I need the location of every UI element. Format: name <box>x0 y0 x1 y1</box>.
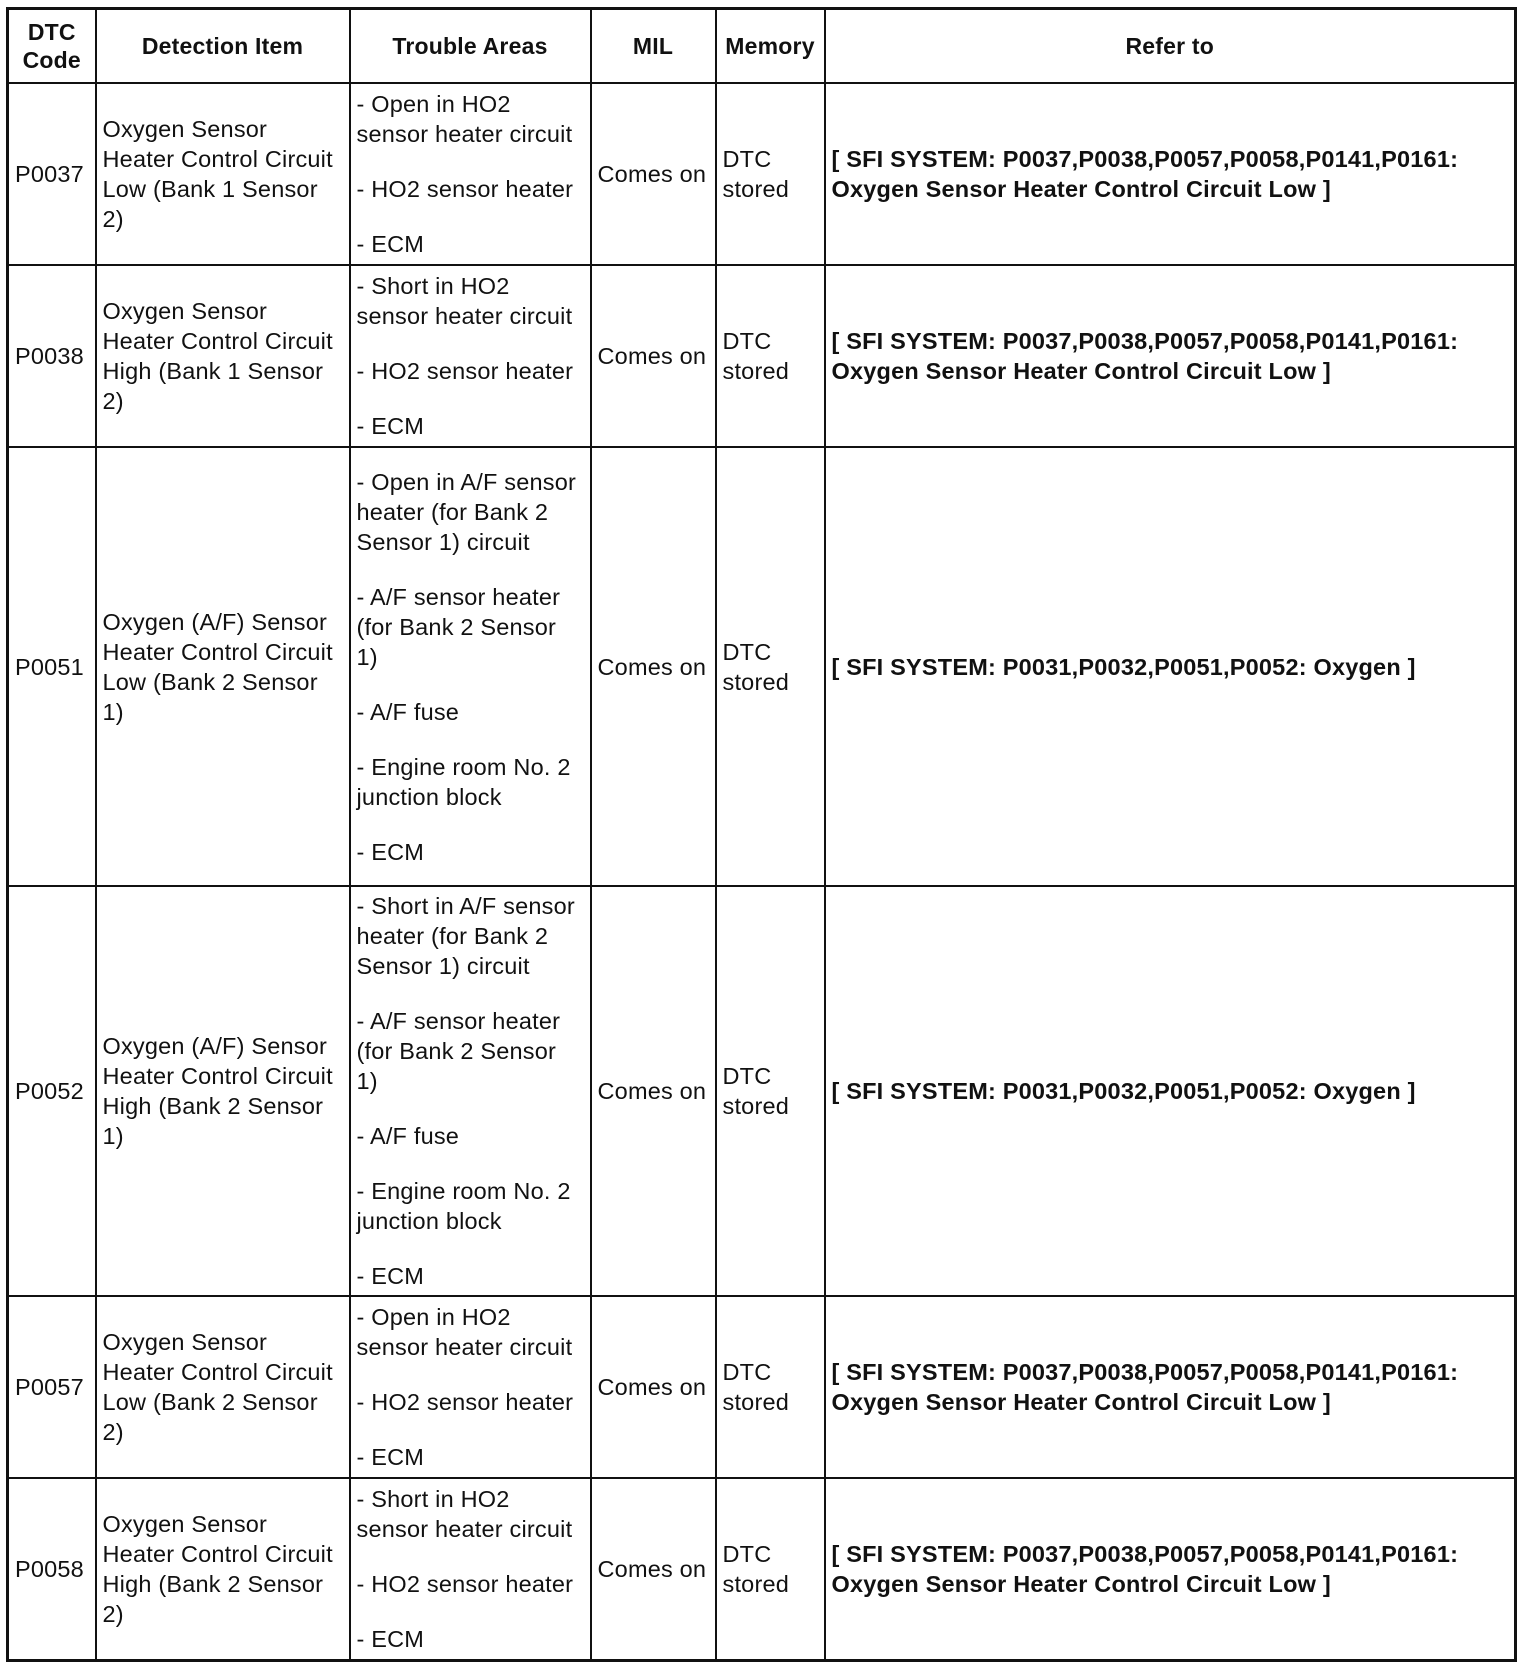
detection-item-cell: Oxygen (A/F) Sensor Heater Control Circuit Low (Bank 2 Sensor 1) <box>96 447 350 886</box>
trouble-area-item: - HO2 sensor heater <box>356 358 574 384</box>
memory-cell: DTC stored <box>716 1296 825 1478</box>
trouble-area-item: - A/F sensor heater (for Bank 2 Sensor 1) <box>356 583 561 670</box>
trouble-area-item: - HO2 sensor heater <box>356 1389 574 1415</box>
trouble-area-item: - Engine room No. 2 junction block <box>356 753 571 810</box>
dtc-code-cell: P0058 <box>8 1478 96 1661</box>
table-row <box>8 886 1516 1296</box>
dtc-code-cell: P0052 <box>8 886 96 1296</box>
trouble-area-item: - A/F sensor heater (for Bank 2 Sensor 1) <box>356 1008 561 1094</box>
table-row <box>8 1296 1516 1478</box>
trouble-areas-cell <box>350 1478 591 1661</box>
memory-cell: DTC stored <box>716 83 825 265</box>
mil-cell: Comes on <box>591 886 716 1296</box>
trouble-areas-list <box>357 271 584 441</box>
detection-item-cell: Oxygen Sensor Heater Control Circuit Low (Bank 2 Sensor 2) <box>96 1296 350 1478</box>
trouble-area-item: - A/F fuse <box>356 1123 460 1149</box>
trouble-areas-cell <box>350 83 591 265</box>
dtc-code-cell: P0038 <box>8 265 96 447</box>
refer-to-cell: [ SFI SYSTEM: P0031,P0032,P0051,P0052: Oxygen ] <box>825 447 1516 886</box>
detection-item-cell: Oxygen Sensor Heater Control Circuit High (Bank 1 Sensor 2) <box>96 265 350 447</box>
detection-item-cell: Oxygen Sensor Heater Control Circuit High (Bank 2 Sensor 2) <box>96 1478 350 1661</box>
refer-to-cell: [ SFI SYSTEM: P0037,P0038,P0057,P0058,P0141,P0161: Oxygen Sensor Heater Control Circuit Low ] <box>825 265 1516 447</box>
dtc-document <box>6 7 1514 1663</box>
trouble-area-item: - Short in HO2 sensor heater circuit <box>356 273 573 329</box>
trouble-area-item: - Short in A/F sensor heater (for Bank 2 Sensor 1) circuit <box>356 893 575 979</box>
header-detection-item: Detection Item <box>96 9 350 84</box>
dtc-code-cell: P0037 <box>8 83 96 265</box>
header-mil: MIL <box>591 9 716 84</box>
trouble-area-item: - A/F fuse <box>356 698 460 725</box>
refer-to-cell: [ SFI SYSTEM: P0037,P0038,P0057,P0058,P0141,P0161: Oxygen Sensor Heater Control Circuit Low ] <box>825 83 1516 265</box>
trouble-areas-cell <box>350 447 591 886</box>
memory-cell: DTC stored <box>716 886 825 1296</box>
header-memory: Memory <box>716 9 825 84</box>
trouble-area-item: - Engine room No. 2 junction block <box>356 1178 571 1234</box>
trouble-area-item: - ECM <box>356 838 425 865</box>
mil-cell: Comes on <box>591 1478 716 1661</box>
trouble-area-item: - ECM <box>356 1263 425 1289</box>
trouble-areas-list <box>357 89 584 259</box>
trouble-areas-cell <box>350 886 591 1296</box>
trouble-area-item: - Open in A/F sensor heater (for Bank 2 Sensor 1) circuit <box>356 468 577 555</box>
trouble-area-item: - ECM <box>356 1626 425 1652</box>
refer-to-cell: [ SFI SYSTEM: P0037,P0038,P0057,P0058,P0141,P0161: Oxygen Sensor Heater Control Circuit Low ] <box>825 1296 1516 1478</box>
dtc-table <box>6 7 1517 1662</box>
trouble-area-item: - Open in HO2 sensor heater circuit <box>356 91 573 147</box>
trouble-area-item: - ECM <box>356 413 425 439</box>
mil-cell: Comes on <box>591 1296 716 1478</box>
table-row <box>8 265 1516 447</box>
header-trouble-areas: Trouble Areas <box>350 9 591 84</box>
mil-cell: Comes on <box>591 83 716 265</box>
detection-item-cell: Oxygen (A/F) Sensor Heater Control Circuit High (Bank 2 Sensor 1) <box>96 886 350 1296</box>
trouble-areas-list <box>357 1302 584 1472</box>
detection-item-cell: Oxygen Sensor Heater Control Circuit Low (Bank 1 Sensor 2) <box>96 83 350 265</box>
mil-cell: Comes on <box>591 265 716 447</box>
refer-to-cell: [ SFI SYSTEM: P0037,P0038,P0057,P0058,P0141,P0161: Oxygen Sensor Heater Control Circuit Low ] <box>825 1478 1516 1661</box>
trouble-area-item: - Short in HO2 sensor heater circuit <box>356 1486 573 1542</box>
table-row <box>8 83 1516 265</box>
memory-cell: DTC stored <box>716 1478 825 1661</box>
trouble-areas-list <box>357 1484 584 1654</box>
memory-cell: DTC stored <box>716 265 825 447</box>
table-row <box>8 1478 1516 1661</box>
trouble-area-item: - HO2 sensor heater <box>356 1571 574 1597</box>
trouble-areas-cell <box>350 1296 591 1478</box>
mil-cell: Comes on <box>591 447 716 886</box>
dtc-code-cell: P0057 <box>8 1296 96 1478</box>
trouble-area-item: - ECM <box>356 1444 425 1470</box>
trouble-area-item: - Open in HO2 sensor heater circuit <box>356 1304 573 1360</box>
refer-to-cell: [ SFI SYSTEM: P0031,P0032,P0051,P0052: Oxygen ] <box>825 886 1516 1296</box>
table-row <box>8 447 1516 886</box>
header-dtc-code: DTC Code <box>8 9 96 84</box>
trouble-area-item: - ECM <box>356 231 425 257</box>
trouble-areas-list <box>357 891 584 1291</box>
trouble-areas-cell <box>350 265 591 447</box>
memory-cell: DTC stored <box>716 447 825 886</box>
dtc-code-cell: P0051 <box>8 447 96 886</box>
header-refer-to: Refer to <box>825 9 1516 84</box>
header-row <box>8 9 1516 84</box>
trouble-areas-list <box>357 467 584 867</box>
trouble-area-item: - HO2 sensor heater <box>356 176 574 202</box>
